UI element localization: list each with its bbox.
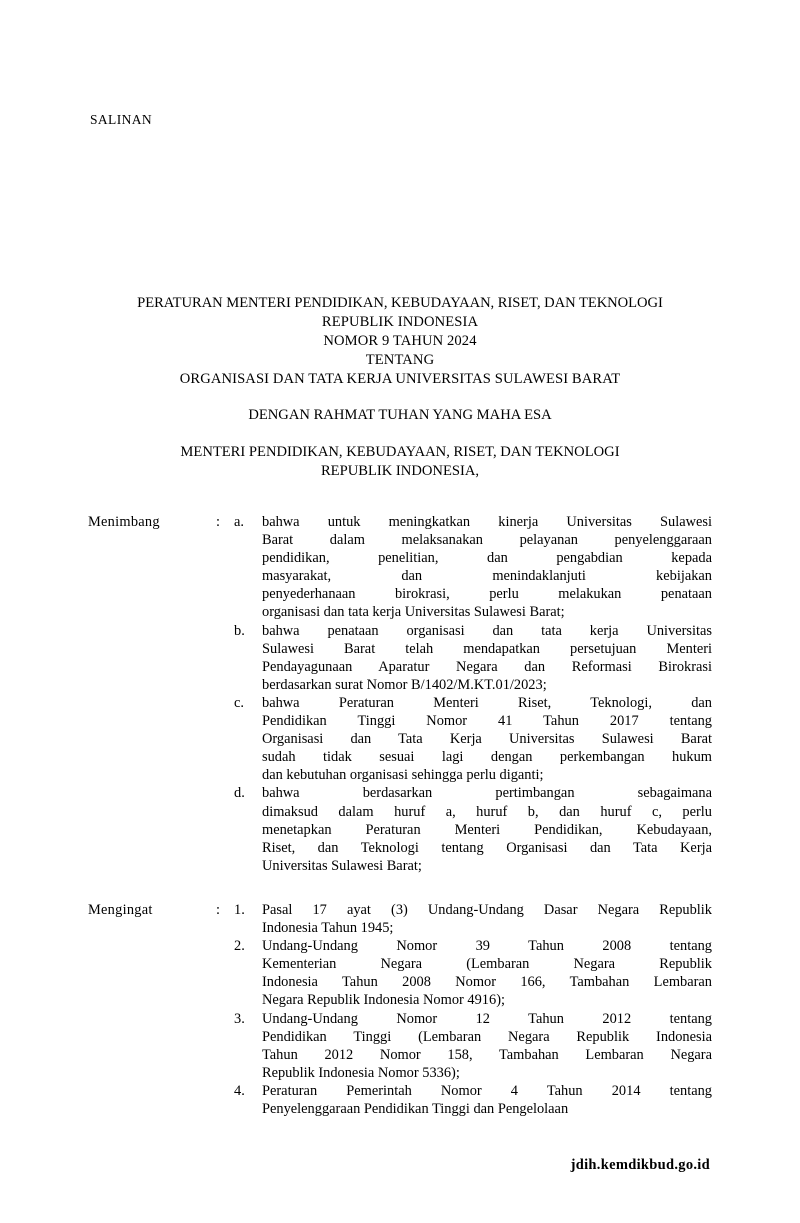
clause-line: berdasarkan surat Nomor B/1402/M.KT.01/2023; [262,676,547,693]
clause-line: Riset, dan Teknologi tentang Organisasi dan Tata Kerja [262,839,712,856]
clause-row [88,901,712,937]
heading-line-republic: REPUBLIK INDONESIA [321,314,479,330]
clause-line: dan kebutuhan organisasi sehingga perlu diganti; [262,767,544,784]
clause-text [262,901,712,937]
clause-line: pendidikan, penelitian, dan pengabdian kepada [262,550,712,567]
clause-marker: 3. [234,1010,245,1027]
clause-row [88,784,712,874]
clause-text [262,1010,712,1082]
clause-text [262,784,712,874]
clause-line: sudah tidak sesuai lagi dengan perkembangan hukum [262,749,712,766]
clause-line: Kementerian Negara (Lembaran Negara Republik [262,956,712,973]
considerations-section [88,513,712,875]
clause-line: bahwa berdasarkan pertimbangan sebagaimana [262,785,712,802]
clause-line: bahwa penataan organisasi dan tata kerja Universitas [262,622,712,639]
clause-line: Republik Indonesia Nomor 5336); [262,1064,460,1081]
clause-line: Organisasi dan Tata Kerja Universitas Sulawesi Barat [262,731,712,748]
clause-row [88,622,712,694]
heading-line-subject: ORGANISASI DAN TATA KERJA UNIVERSITAS SULAWESI BARAT [179,371,621,387]
copy-mark: SALINAN [90,112,153,127]
clause-text [262,694,712,784]
clause-line: Barat dalam melaksanakan pelayanan penyelenggaraan [262,532,712,549]
footer-watermark: jdih.kemdikbud.go.id [570,1157,710,1173]
clause-line: Tahun 2012 Nomor 158, Tambahan Lembaran Negara [262,1046,712,1063]
clause-text [262,513,712,622]
authority-line-ministry: MENTERI PENDIDIKAN, KEBUDAYAAN, RISET, DAN TEKNOLOGI [180,444,620,460]
clause-line: Penyelenggaraan Pendidikan Tinggi dan Pengelolaan [262,1101,569,1118]
clause-marker: a. [234,514,244,530]
clause-marker: b. [234,622,245,639]
mengingat-label: Mengingat [88,902,153,918]
clause-line: Negara Republik Indonesia Nomor 4916); [262,992,505,1009]
heading-line-about: TENTANG [365,352,435,368]
clause-line: Universitas Sulawesi Barat; [262,857,422,874]
clause-marker: 2. [234,938,245,955]
regulation-heading [88,294,712,389]
clause-line: Pendayagunaan Aparatur Negara dan Reformasi Birokrasi [262,658,712,675]
heading-line-ministry: PERATURAN MENTERI PENDIDIKAN, KEBUDAYAAN, RISET, DAN TEKNOLOGI [137,295,663,311]
clause-line: Pasal 17 ayat (3) Undang-Undang Dasar Negara Republik [262,902,712,918]
clause-line: bahwa Peraturan Menteri Riset, Teknologi, dan [262,694,712,711]
clause-row [88,1082,712,1118]
clause-line: masyarakat, dan menindaklanjuti kebijakan [262,568,712,585]
clause-marker: d. [234,785,245,802]
authority-line-republic: REPUBLIK INDONESIA, [320,463,480,479]
clause-text [262,937,712,1009]
clause-row [88,937,712,1009]
clause-row [88,1010,712,1082]
clause-line: penyederhanaan birokrasi, perlu melakukan penataan [262,586,712,603]
clause-line: Undang-Undang Nomor 39 Tahun 2008 tentang [262,938,712,955]
clause-line: Sulawesi Barat telah mendapatkan persetujuan Menteri [262,640,712,657]
clause-line: Pendidikan Tinggi Nomor 41 Tahun 2017 tentang [262,713,712,730]
clause-line: Pendidikan Tinggi (Lembaran Negara Republik Indonesia [262,1028,712,1045]
clause-line: organisasi dan tata kerja Universitas Sulawesi Barat; [262,604,565,621]
clause-colon: : [216,514,220,530]
clause-text [262,622,712,694]
clause-line: bahwa untuk meningkatkan kinerja Universitas Sulawesi [262,514,712,530]
menimbang-label: Menimbang [88,514,160,530]
clause-line: menetapkan Peraturan Menteri Pendidikan, Kebudayaan, [262,821,712,838]
clause-colon: : [216,902,220,918]
legal-basis-section [88,901,712,1118]
heading-line-number: NOMOR 9 TAHUN 2024 [323,333,477,349]
clause-line: Peraturan Pemerintah Nomor 4 Tahun 2014 tentang [262,1082,712,1099]
clause-marker: c. [234,694,244,711]
clause-text [262,1082,712,1118]
clause-row [88,513,712,622]
clause-line: Indonesia Tahun 1945; [262,920,394,937]
blessing-block [88,406,712,425]
clause-line: Undang-Undang Nomor 12 Tahun 2012 tentang [262,1010,712,1027]
clause-line: Indonesia Tahun 2008 Nomor 166, Tambahan Lembaran [262,974,712,991]
issuing-authority-block [88,443,712,481]
blessing-line: DENGAN RAHMAT TUHAN YANG MAHA ESA [248,407,552,423]
clause-line: dimaksud dalam huruf a, huruf b, dan huruf c, perlu [262,803,712,820]
clause-marker: 4. [234,1082,245,1099]
clause-marker: 1. [234,902,245,918]
clause-row [88,694,712,784]
